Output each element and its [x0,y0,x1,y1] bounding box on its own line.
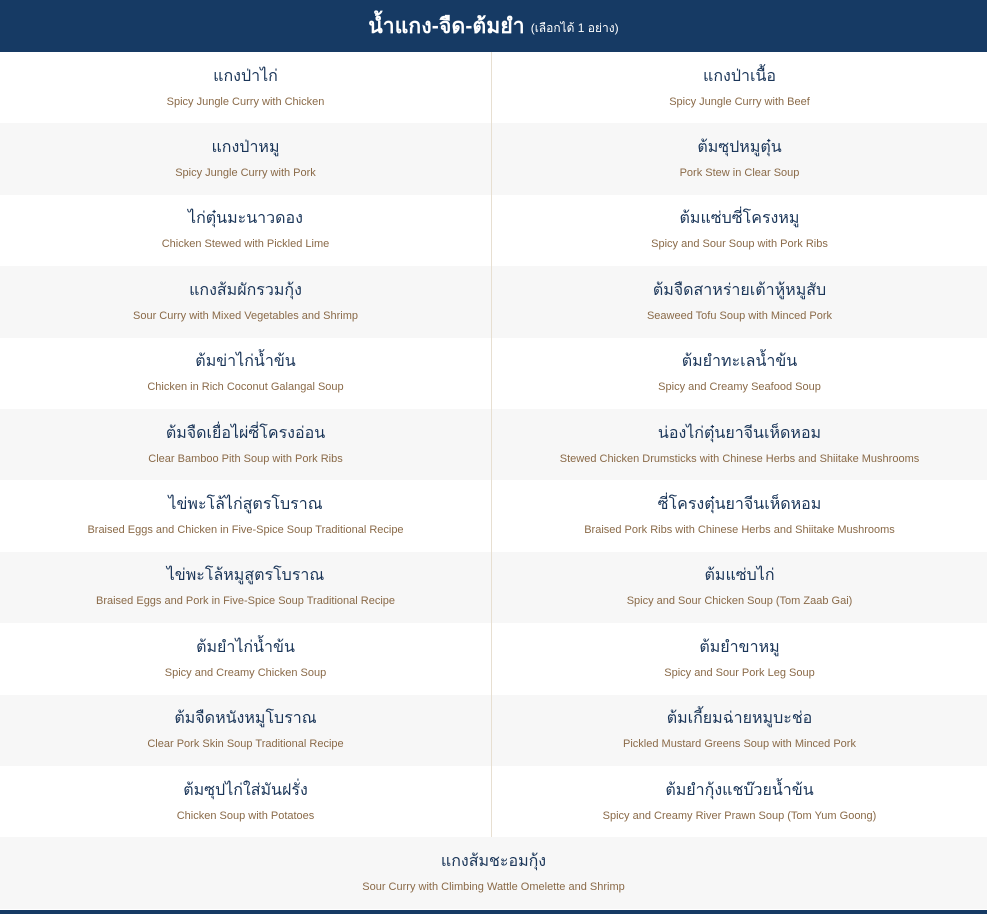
menu-items-grid [0,52,987,909]
section-subtitle: (เลือกได้ 1 อย่าง) [530,20,619,35]
menu-item-thai-name: แกงป่าเนื้อ [703,67,776,85]
menu-item-thai-name: ต้มซุปหมูตุ๋น [697,139,782,157]
menu-item-thai-name: ต้มจืดหนังหมูโบราณ [174,710,317,728]
menu-item[interactable] [492,766,987,837]
menu-item-thai-name: ต้มแซ่บไก่ [704,567,775,585]
menu-item-english-name: Spicy and Sour Pork Leg Soup [664,666,815,679]
menu-item[interactable] [0,837,987,908]
menu-item-english-name: Braised Eggs and Pork in Five-Spice Soup Traditional Recipe [96,595,395,608]
menu-item-english-name: Spicy and Creamy Seafood Soup [658,381,821,394]
menu-item-thai-name: ต้มข่าไก่น้ำข้น [195,353,296,371]
menu-item[interactable] [492,266,987,337]
menu-item[interactable] [0,195,492,266]
menu-item-thai-name: น่องไก่ตุ๋นยาจีนเห็ดหอม [657,424,822,442]
menu-item-english-name: Chicken in Rich Coconut Galangal Soup [147,381,344,394]
menu-item[interactable] [0,552,492,623]
menu-item[interactable] [0,338,492,409]
menu-item-thai-name: แกงส้มชะอมกุ้ง [440,852,547,870]
menu-item[interactable] [0,52,492,123]
menu-item-thai-name: ต้มจืดสาหร่ายเต้าหู้หมูสับ [652,281,827,299]
menu-item-english-name: Spicy Jungle Curry with Chicken [166,95,325,108]
menu-item[interactable] [492,409,987,480]
menu-item[interactable] [492,195,987,266]
menu-item-english-name: Chicken Soup with Potatoes [176,809,315,822]
menu-item[interactable] [492,52,987,123]
menu-item[interactable] [492,623,987,694]
menu-item-thai-name: ต้มยำกุ้งแชบ๊วยน้ำข้น [665,781,814,799]
menu-item-english-name: Braised Eggs and Chicken in Five-Spice Soup Traditional Recipe [87,524,404,537]
menu-item-english-name: Spicy and Sour Chicken Soup (Tom Zaab Gai) [626,595,853,608]
bottom-divider [0,910,987,914]
menu-item[interactable] [0,409,492,480]
menu-item[interactable] [492,695,987,766]
menu-item-english-name: Pickled Mustard Greens Soup with Minced Pork [623,738,856,751]
menu-item-thai-name: ซี่โครงตุ๋นยาจีนเห็ดหอม [657,496,822,514]
menu-item-english-name: Sour Curry with Climbing Wattle Omelette and Shrimp [362,880,625,893]
menu-item[interactable] [0,623,492,694]
menu-item-english-name: Clear Bamboo Pith Soup with Pork Ribs [148,452,343,465]
menu-item-thai-name: ไข่พะโล้ไก่สูตรโบราณ [168,496,323,514]
menu-item-thai-name: ต้มแซ่บซี่โครงหมู [679,210,800,228]
menu-item-thai-name: แกงป่าไก่ [213,67,278,85]
menu-item-thai-name: ต้มเกี้ยมฉ่ายหมูบะช่อ [666,710,813,728]
menu-item-english-name: Spicy and Creamy Chicken Soup [164,666,327,679]
menu-item-english-name: Spicy Jungle Curry with Beef [669,95,810,108]
menu-item-thai-name: ต้มยำไก่น้ำข้น [196,638,295,656]
menu-item[interactable] [0,766,492,837]
menu-item[interactable] [492,552,987,623]
menu-item[interactable] [0,123,492,194]
menu-item-english-name: Seaweed Tofu Soup with Minced Pork [646,309,833,322]
menu-item-english-name: Pork Stew in Clear Soup [679,167,800,180]
menu-item-thai-name: ต้มยำทะเลน้ำข้น [681,353,798,371]
menu-item[interactable] [0,695,492,766]
menu-item-english-name: Chicken Stewed with Pickled Lime [161,238,330,251]
menu-item-english-name: Stewed Chicken Drumsticks with Chinese Herbs and Shiitake Mushrooms [559,452,920,465]
menu-item[interactable] [0,480,492,551]
menu-item-thai-name: ไก่ตุ๋นมะนาวดอง [188,210,303,228]
menu-item[interactable] [492,338,987,409]
menu-item-thai-name: แกงป่าหมู [211,139,280,157]
menu-item-thai-name: ต้มยำขาหมู [699,638,780,656]
menu-item[interactable] [492,123,987,194]
menu-item-thai-name: แกงส้มผักรวมกุ้ง [189,281,302,299]
menu-item-english-name: Spicy and Creamy River Prawn Soup (Tom Yum Goong) [602,809,877,822]
menu-item-thai-name: ต้มจืดเยื่อไผ่ซี่โครงอ่อน [165,424,326,442]
menu-section-header [0,0,987,52]
menu-item-english-name: Spicy Jungle Curry with Pork [175,167,316,180]
menu-item-english-name: Braised Pork Ribs with Chinese Herbs and Shiitake Mushrooms [584,524,895,537]
menu-item-thai-name: ไข่พะโล้หมูสูตรโบราณ [166,567,325,585]
menu-item-thai-name: ต้มซุปไก่ใส่มันฝรั่ง [183,781,308,799]
menu-item[interactable] [0,266,492,337]
menu-item-english-name: Sour Curry with Mixed Vegetables and Shrimp [133,309,358,322]
menu-item-english-name: Spicy and Sour Soup with Pork Ribs [651,238,828,251]
menu-item-english-name: Clear Pork Skin Soup Traditional Recipe [147,738,344,751]
menu-item[interactable] [492,480,987,551]
section-title: น้ำแกง-จืด-ต้มยำ [368,14,525,38]
